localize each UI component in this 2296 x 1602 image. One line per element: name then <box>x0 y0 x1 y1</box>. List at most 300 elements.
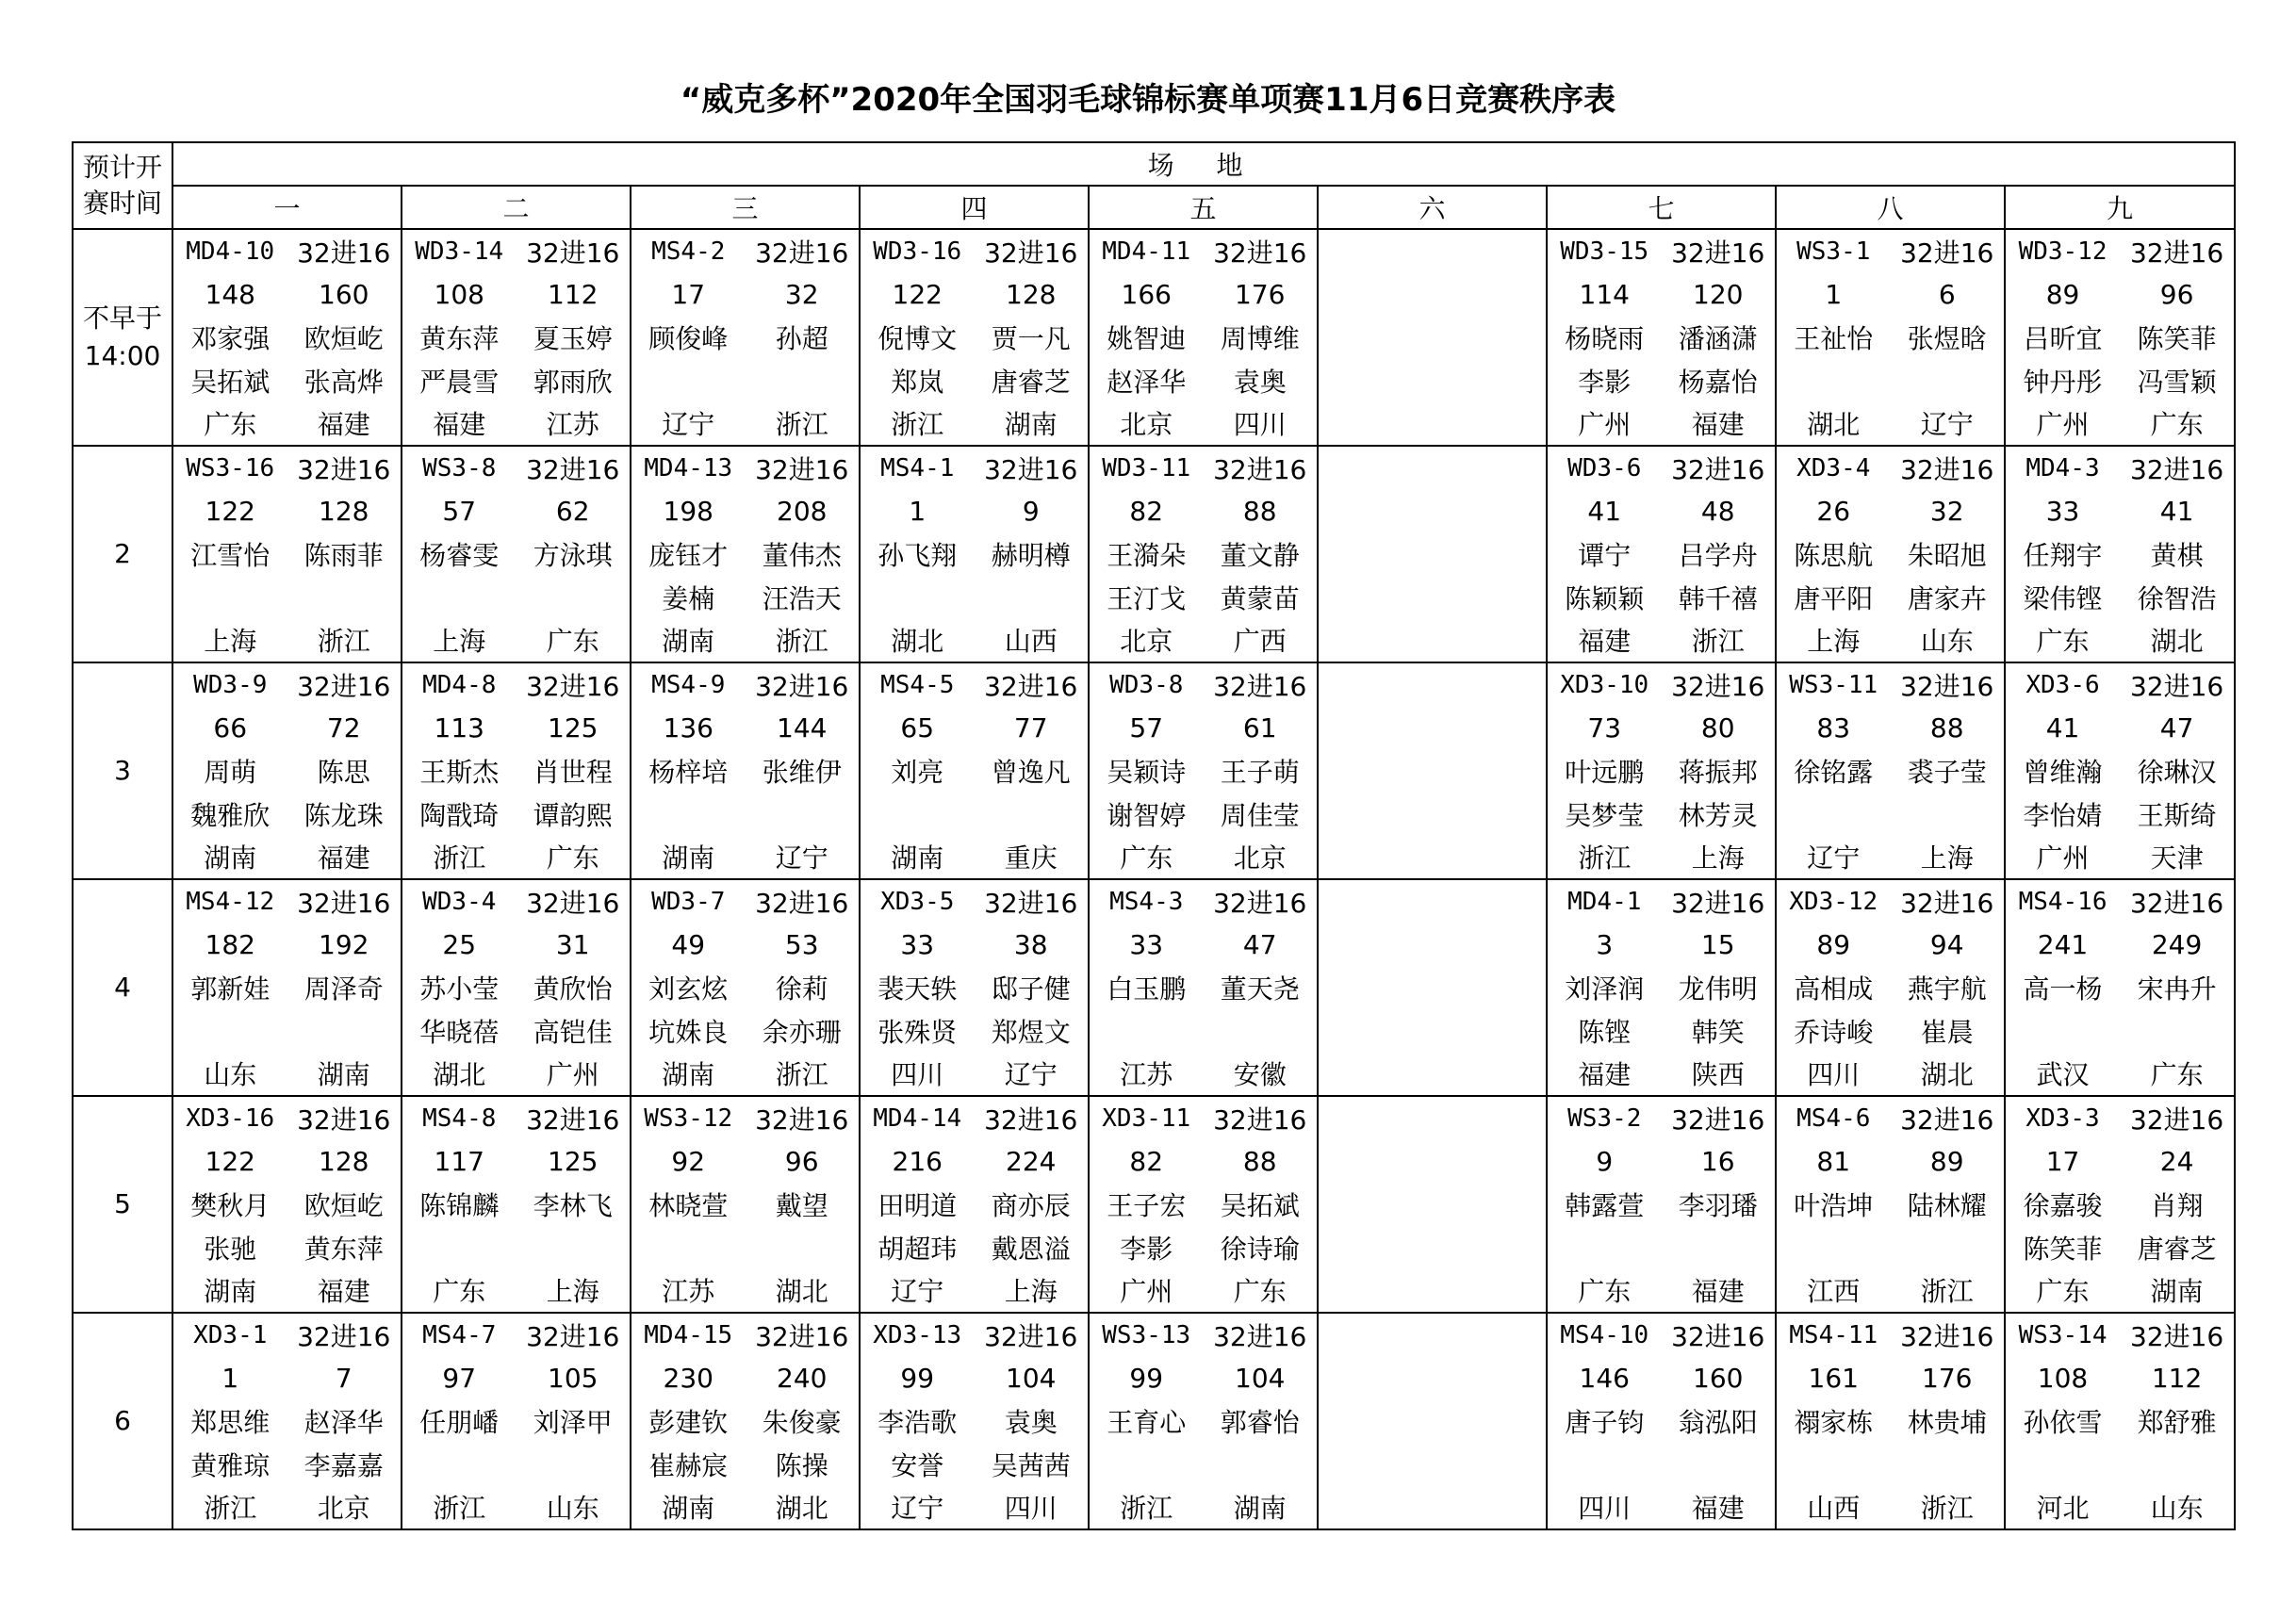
province-left: 湖南 <box>204 1276 257 1308</box>
start-time: 4 <box>73 879 172 1096</box>
partner-right <box>1204 1443 1318 1486</box>
partner-right: 高铠佳 <box>533 1016 613 1048</box>
seed-number-left: 82 <box>1129 495 1164 527</box>
partner-right: 吴茜茜 <box>991 1449 1071 1481</box>
partner-left: 梁伟铿 <box>2023 582 2103 614</box>
province-right: 广西 <box>1233 626 1287 658</box>
seed-number-right: 32 <box>1929 495 1964 527</box>
player-right: 郭睿怡 <box>1220 1406 1300 1438</box>
match-cell <box>1776 1313 2005 1529</box>
match-grid <box>1319 1097 1546 1312</box>
partner-right: 李嘉嘉 <box>303 1449 384 1481</box>
match-code: MD4-3 <box>2025 453 2100 482</box>
seed-number-right: 96 <box>784 1145 819 1177</box>
seed-number-right: 72 <box>326 711 361 744</box>
province-right: 天津 <box>2150 842 2204 875</box>
match-grid <box>1090 447 1317 662</box>
province-right: 上海 <box>1004 1276 1058 1308</box>
match-grid <box>1090 663 1317 878</box>
seed-number-right: 240 <box>777 1362 828 1394</box>
match-round: 32进16 <box>2129 670 2224 702</box>
player-right: 徐琳汉 <box>2137 756 2217 788</box>
match-round: 32进16 <box>1900 1320 1994 1352</box>
match-grid <box>173 1314 401 1528</box>
province-left: 四川 <box>1578 1493 1632 1525</box>
seed-number-left: 57 <box>442 495 477 527</box>
match-grid <box>861 880 1088 1095</box>
player-right: 方泳琪 <box>533 539 613 571</box>
schedule-row <box>73 446 2235 662</box>
player-left: 高相成 <box>1794 973 1874 1005</box>
seed-number-right: 41 <box>2159 495 2194 527</box>
seed-number-right: 77 <box>1013 711 1048 744</box>
partner-left <box>1777 793 1891 836</box>
match-grid <box>1548 1097 1775 1312</box>
court-header-1: 一 <box>172 186 402 229</box>
seed-number-left: 216 <box>892 1145 943 1177</box>
partner-right: 唐睿芝 <box>2137 1233 2217 1265</box>
match-cell <box>2005 879 2235 1096</box>
match-cell <box>860 446 1089 662</box>
match-code: WD3-16 <box>873 237 962 266</box>
player-left: 王育心 <box>1107 1406 1187 1438</box>
partner-right <box>1891 1226 2005 1269</box>
partner-left: 崔赫宸 <box>648 1449 729 1481</box>
seed-number-right: 125 <box>548 711 599 744</box>
match-grid <box>2006 230 2234 445</box>
court-header-7: 七 <box>1547 186 1776 229</box>
match-grid <box>1090 1097 1317 1312</box>
province-left: 福建 <box>1578 626 1632 658</box>
partner-left <box>1548 1226 1662 1269</box>
province-right: 辽宁 <box>1004 1059 1058 1091</box>
player-left: 叶远鹏 <box>1565 756 1645 788</box>
match-cell <box>1547 1313 1776 1529</box>
partner-right: 崔晨 <box>1920 1016 1974 1048</box>
match-code: XD3-13 <box>873 1320 962 1349</box>
province-left: 四川 <box>1807 1059 1861 1091</box>
partner-right: 徐智浩 <box>2137 582 2217 614</box>
match-cell <box>1089 1096 1318 1313</box>
province-right: 福建 <box>317 409 370 441</box>
match-round: 32进16 <box>1671 453 1765 485</box>
player-left: 陈思航 <box>1794 539 1874 571</box>
player-left: 田明道 <box>877 1189 958 1221</box>
player-right: 黄欣怡 <box>533 973 613 1005</box>
province-left: 广东 <box>1578 1276 1632 1308</box>
partner-left <box>861 576 975 619</box>
partner-left <box>1777 1443 1891 1486</box>
player-left: 任朋嶓 <box>419 1406 500 1438</box>
partner-left: 坑姝良 <box>648 1016 729 1048</box>
match-grid <box>173 447 401 662</box>
match-round: 32进16 <box>1213 887 1307 919</box>
player-right: 吴拓斌 <box>1220 1189 1300 1221</box>
province-left: 广东 <box>433 1276 486 1308</box>
match-cell <box>2005 229 2235 446</box>
province-left: 辽宁 <box>891 1276 944 1308</box>
match-round: 32进16 <box>526 237 620 269</box>
partner-left <box>1777 1226 1891 1269</box>
player-right: 燕宇航 <box>1907 973 1987 1005</box>
match-round: 32进16 <box>297 887 391 919</box>
province-right: 福建 <box>317 1276 370 1308</box>
match-round: 32进16 <box>984 670 1078 702</box>
match-grid <box>173 1097 401 1312</box>
seed-number-right: 176 <box>1922 1362 1973 1394</box>
partner-left: 姜楠 <box>662 582 715 614</box>
match-cell <box>1318 662 1547 879</box>
player-right: 贾一凡 <box>991 322 1071 354</box>
match-cell <box>1318 1313 1547 1529</box>
province-right: 福建 <box>1691 1276 1745 1308</box>
partner-right: 郑煜文 <box>991 1016 1071 1048</box>
seed-number-right: 192 <box>319 928 369 960</box>
match-round: 32进16 <box>984 453 1078 485</box>
match-cell <box>860 1313 1089 1529</box>
match-round: 32进16 <box>1213 1320 1307 1352</box>
court-header-8: 八 <box>1776 186 2005 229</box>
partner-right <box>287 576 402 619</box>
partner-right <box>1662 1443 1776 1486</box>
start-time: 3 <box>73 662 172 879</box>
match-grid <box>173 230 401 445</box>
seed-number-right: 6 <box>1938 278 1956 310</box>
match-grid <box>861 1097 1088 1312</box>
partner-left <box>1548 1443 1662 1486</box>
match-round: 32进16 <box>2129 1320 2224 1352</box>
player-right: 裘子莹 <box>1907 756 1987 788</box>
seed-number-left: 113 <box>434 711 484 744</box>
match-round: 32进16 <box>1213 1103 1307 1136</box>
player-left: 王斯杰 <box>419 756 500 788</box>
match-code: XD3-11 <box>1102 1103 1191 1133</box>
match-code: MS4-2 <box>651 237 726 266</box>
player-right: 李羽璠 <box>1678 1189 1758 1221</box>
match-code: WD3-8 <box>1109 670 1184 699</box>
match-cell <box>402 662 631 879</box>
match-round: 32进16 <box>1213 237 1307 269</box>
player-right: 肖翔 <box>2150 1189 2204 1221</box>
match-code: WS3-2 <box>1567 1103 1642 1133</box>
match-round: 32进16 <box>297 670 391 702</box>
match-cell <box>172 879 402 1096</box>
partner-right: 谭韵熙 <box>533 799 613 831</box>
match-code: MD4-8 <box>422 670 497 699</box>
match-code: XD3-4 <box>1796 453 1871 482</box>
match-grid <box>1319 1314 1546 1528</box>
player-right: 龙伟明 <box>1678 973 1758 1005</box>
player-left: 刘玄炫 <box>648 973 729 1005</box>
partner-left <box>2006 1443 2120 1486</box>
seed-number-left: 33 <box>1129 928 1164 960</box>
match-cell <box>860 879 1089 1096</box>
player-right: 王子萌 <box>1220 756 1300 788</box>
player-left: 杨晓雨 <box>1565 322 1645 354</box>
match-round: 32进16 <box>526 670 620 702</box>
province-left: 湖南 <box>891 842 944 875</box>
match-grid <box>1548 663 1775 878</box>
partner-right <box>517 1226 631 1269</box>
partner-left <box>402 1443 517 1486</box>
match-round: 32进16 <box>297 1103 391 1136</box>
player-left: 吕昕宜 <box>2023 322 2103 354</box>
partner-left: 吴梦莹 <box>1565 799 1645 831</box>
partner-left <box>631 1226 746 1269</box>
match-cell <box>860 229 1089 446</box>
province-right: 北京 <box>317 1493 370 1525</box>
seed-number-left: 83 <box>1816 711 1851 744</box>
match-cell <box>1547 446 1776 662</box>
match-code: MS4-1 <box>880 453 955 482</box>
player-right: 翁泓阳 <box>1678 1406 1758 1438</box>
seed-number-left: 99 <box>1129 1362 1164 1394</box>
seed-number-left: 198 <box>663 495 713 527</box>
player-left: 吴颖诗 <box>1107 756 1187 788</box>
partner-left: 陈颖颖 <box>1565 582 1645 614</box>
province-left: 湖南 <box>204 842 257 875</box>
player-left: 杨梓培 <box>648 756 729 788</box>
player-left: 徐铭露 <box>1794 756 1874 788</box>
partner-left <box>861 793 975 836</box>
player-right: 周博维 <box>1220 322 1300 354</box>
province-right: 重庆 <box>1004 842 1058 875</box>
province-left: 山西 <box>1807 1493 1861 1525</box>
partner-left: 谢智婷 <box>1107 799 1187 831</box>
match-cell <box>1089 879 1318 1096</box>
match-cell <box>2005 1096 2235 1313</box>
player-right: 孙超 <box>775 322 828 354</box>
match-round: 32进16 <box>2129 453 2224 485</box>
partner-left <box>402 576 517 619</box>
seed-number-right: 88 <box>1242 1145 1277 1177</box>
match-round: 32进16 <box>984 1320 1078 1352</box>
province-left: 湖南 <box>662 1059 715 1091</box>
seed-number-right: 112 <box>548 278 599 310</box>
partner-right: 陈龙珠 <box>303 799 384 831</box>
match-cell <box>172 1313 402 1529</box>
partner-right: 韩笑 <box>1691 1016 1745 1048</box>
seed-number-left: 66 <box>213 711 248 744</box>
player-left: 孙飞翔 <box>877 539 958 571</box>
seed-number-right: 80 <box>1700 711 1735 744</box>
player-left: 樊秋月 <box>190 1189 271 1221</box>
partner-left <box>1090 1009 1204 1053</box>
player-right: 欧烜屹 <box>303 1189 384 1221</box>
partner-left <box>1090 1443 1204 1486</box>
player-right: 曾逸凡 <box>991 756 1071 788</box>
seed-number-left: 146 <box>1579 1362 1630 1394</box>
match-cell <box>631 879 860 1096</box>
province-right: 浙江 <box>1920 1276 1974 1308</box>
province-left: 广东 <box>2036 626 2090 658</box>
player-left: 郭新娃 <box>190 973 271 1005</box>
player-right: 李林飞 <box>533 1189 613 1221</box>
court-header-5: 五 <box>1089 186 1318 229</box>
partner-right: 杨嘉怡 <box>1678 366 1758 398</box>
match-grid <box>1090 1314 1317 1528</box>
partner-right <box>975 576 1089 619</box>
match-code: WD3-15 <box>1560 237 1649 266</box>
match-grid <box>173 663 401 878</box>
player-right: 商亦辰 <box>991 1189 1071 1221</box>
match-code: MD4-1 <box>1567 887 1642 916</box>
match-grid <box>861 1314 1088 1528</box>
match-cell <box>172 229 402 446</box>
province-left: 上海 <box>1807 626 1861 658</box>
seed-number-left: 182 <box>205 928 255 960</box>
match-round: 32进16 <box>1900 887 1994 919</box>
seed-number-left: 65 <box>900 711 935 744</box>
partner-right <box>1662 1226 1776 1269</box>
partner-left <box>2006 1009 2120 1053</box>
partner-right: 戴恩溢 <box>991 1233 1071 1265</box>
player-right: 黄棋 <box>2150 539 2204 571</box>
match-grid <box>1777 1314 2004 1528</box>
province-right: 广东 <box>1233 1276 1287 1308</box>
match-round: 32进16 <box>1671 1103 1765 1136</box>
province-right: 福建 <box>1691 1493 1745 1525</box>
match-code: XD3-3 <box>2025 1103 2100 1133</box>
province-left: 上海 <box>204 626 257 658</box>
player-left: 高一杨 <box>2023 973 2103 1005</box>
match-grid <box>1777 230 2004 445</box>
province-left: 辽宁 <box>662 409 715 441</box>
schedule-row <box>73 1096 2235 1313</box>
match-grid <box>631 230 859 445</box>
partner-left: 李影 <box>1120 1233 1173 1265</box>
match-code: MS4-16 <box>2018 887 2107 916</box>
partner-right <box>2120 1443 2234 1486</box>
player-right: 肖世程 <box>533 756 613 788</box>
match-cell <box>1318 879 1547 1096</box>
match-code: MS4-12 <box>186 887 275 916</box>
player-right: 潘涵潇 <box>1678 322 1758 354</box>
province-left: 江苏 <box>662 1276 715 1308</box>
match-round: 32进16 <box>1671 887 1765 919</box>
province-left: 辽宁 <box>891 1493 944 1525</box>
player-right: 赵泽华 <box>303 1406 384 1438</box>
province-left: 浙江 <box>433 1493 486 1525</box>
player-left: 白玉鹏 <box>1107 973 1187 1005</box>
seed-number-left: 33 <box>900 928 935 960</box>
seed-number-right: 88 <box>1242 495 1277 527</box>
player-right: 董文静 <box>1220 539 1300 571</box>
match-grid <box>631 447 859 662</box>
match-cell <box>172 662 402 879</box>
player-left: 唐子钧 <box>1565 1406 1645 1438</box>
seed-number-left: 82 <box>1129 1145 1164 1177</box>
province-left: 浙江 <box>204 1493 257 1525</box>
schedule-table <box>72 141 2236 1530</box>
page-title: “威克多杯”2020年全国羽毛球锦标赛单项赛11月6日竞赛秩序表 <box>680 81 1616 119</box>
seed-number-left: 3 <box>1596 928 1614 960</box>
match-code: WS3-8 <box>422 453 497 482</box>
match-cell <box>1776 879 2005 1096</box>
seed-number-right: 15 <box>1700 928 1735 960</box>
match-grid <box>402 447 630 662</box>
province-left: 湖南 <box>662 1493 715 1525</box>
province-right: 湖南 <box>2150 1276 2204 1308</box>
match-round: 32进16 <box>755 1103 849 1136</box>
match-code: MS4-10 <box>1560 1320 1649 1349</box>
match-cell <box>631 1313 860 1529</box>
partner-right: 黄蒙苗 <box>1220 582 1300 614</box>
seed-number-right: 61 <box>1242 711 1277 744</box>
partner-right <box>1891 359 2005 402</box>
partner-left: 唐平阳 <box>1794 582 1874 614</box>
province-left: 上海 <box>433 626 486 658</box>
player-left: 禤家栋 <box>1794 1406 1874 1438</box>
partner-right: 陈操 <box>775 1449 828 1481</box>
match-grid <box>1777 880 2004 1095</box>
partner-right <box>287 1009 402 1053</box>
seed-number-right: 89 <box>1929 1145 1964 1177</box>
province-right: 山西 <box>1004 626 1058 658</box>
match-grid <box>861 663 1088 878</box>
match-round: 32进16 <box>984 887 1078 919</box>
seed-number-right: 128 <box>319 495 369 527</box>
seed-number-right: 224 <box>1006 1145 1057 1177</box>
match-code: MD4-15 <box>644 1320 733 1349</box>
start-time: 2 <box>73 446 172 662</box>
match-code: WD3-12 <box>2018 237 2107 266</box>
seed-number-left: 122 <box>892 278 943 310</box>
province-left: 广东 <box>1120 842 1173 875</box>
match-round: 32进16 <box>1900 453 1994 485</box>
match-cell <box>402 1096 631 1313</box>
match-cell <box>2005 662 2235 879</box>
match-round: 32进16 <box>755 1320 849 1352</box>
match-code: MS4-6 <box>1796 1103 1871 1133</box>
partner-right <box>1204 1009 1318 1053</box>
match-grid <box>631 1097 859 1312</box>
player-right: 吕学舟 <box>1678 539 1758 571</box>
province-left: 河北 <box>2036 1493 2090 1525</box>
match-code: WD3-4 <box>422 887 497 916</box>
province-left: 江西 <box>1807 1276 1861 1308</box>
match-code: WS3-13 <box>1102 1320 1191 1349</box>
match-grid <box>1777 663 2004 878</box>
partner-right: 汪浩天 <box>762 582 842 614</box>
province-right: 山东 <box>1920 626 1974 658</box>
match-code: MS4-9 <box>651 670 726 699</box>
seed-number-right: 96 <box>2159 278 2194 310</box>
partner-right <box>746 1226 860 1269</box>
player-right: 刘泽甲 <box>533 1406 613 1438</box>
partner-left <box>402 1226 517 1269</box>
seed-number-left: 17 <box>2045 1145 2080 1177</box>
player-right: 陈笑菲 <box>2137 322 2217 354</box>
province-left: 福建 <box>433 409 486 441</box>
partner-right: 周佳莹 <box>1220 799 1300 831</box>
seed-number-right: 112 <box>2151 1362 2203 1394</box>
player-left: 周萌 <box>204 756 257 788</box>
match-grid <box>1319 447 1546 662</box>
match-grid <box>1319 880 1546 1095</box>
seed-number-left: 26 <box>1816 495 1851 527</box>
match-code: WS3-16 <box>186 453 275 482</box>
player-left: 叶浩坤 <box>1794 1189 1874 1221</box>
match-code: XD3-6 <box>2025 670 2100 699</box>
player-right: 张煜晗 <box>1907 322 1987 354</box>
seed-number-left: 108 <box>2037 1362 2089 1394</box>
province-left: 山东 <box>204 1059 257 1091</box>
partner-left: 张驰 <box>204 1233 257 1265</box>
seed-number-right: 105 <box>548 1362 599 1394</box>
player-right: 陈思 <box>317 756 370 788</box>
match-code: MD4-14 <box>873 1103 962 1133</box>
